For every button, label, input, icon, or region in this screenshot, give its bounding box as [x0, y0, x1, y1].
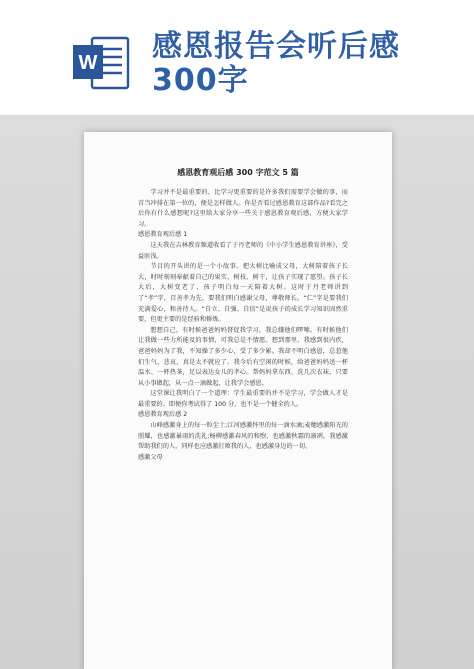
page-title [152, 30, 400, 98]
body-paragraph: 山峰感激身上的每一粒尘土;江河感激怀里的每一滴水滴;麦穗感激阳光的照耀，也感激暴雨的洗礼;杨柳感激春风的和煦，也感激秋霜的凛冽。我感激帮助我们的人，同样也应感激打败我的人，也感激身边的一切。 [138, 422, 348, 451]
section-heading: 感恩教育观后感 1 [138, 231, 188, 239]
body-paragraph: 这天我在吉林教育频道收看了于丹老师的《中小学生感恩教育讲座》，受益匪浅。 [138, 241, 348, 260]
body-paragraph: 想想自己，有时候爸爸妈妈督促我学习，我总嫌他们啰嗦。有时候他们让我做一些力所能及的事情，可我总是不情愿。想到那里，我感到很内疚，爸爸妈妈为了我，不知操了多少心，受了多少累。我却不明白感恩，总惹他们生气、悲哀，真是太不就应了。我今后有空闲的时候，给爸爸妈妈送一杯温水、一杯热茶，足以表达女儿的孝心。帮妈妈拿东西、洗几次衣袜，只要从小事做起，从一点一滴做起，让我学会感恩。 [138, 326, 348, 387]
title-line-2: 300字 [152, 63, 249, 98]
svg-text:W: W [78, 52, 98, 74]
section-heading: 感恩教育观后感 2 [138, 411, 188, 419]
title-line-1: 感恩报告会听后感 [152, 29, 400, 64]
document-body [138, 188, 348, 463]
body-paragraph: 学习并不是最重要的，比学习更重要的是许多我们需要学会做的事，而首当冲排在第一位的，便是怎样做人。你是否看过感恩教育这部作品?看完之后你有什么感想呢?这里给大家分享一些关于感恩教育观后感，方便大家学习。 [138, 189, 348, 228]
document-page [84, 132, 392, 669]
document-title: 感恩教育观后感 300 字范文 5 篇 [177, 168, 299, 177]
header [0, 0, 474, 115]
body-paragraph: 节目的开头讲的是一个小故事。把大树比喻成父母，大树陪着孩子长大，时时刻刻奉献着自己的果实、树枝、树干，让孩子实现了愿望。孩子长大后，大树变老了，孩子明白每一天陪着大树。这时于丹老师讲到了“孝”字，百善孝为先，要我们明白感谢父母，尊敬师长。“仁”字是要我们充满爱心，和善待人。“自立、自强、自信”是说孩子的成长学习知识固然重要，但更主要的是经验和修炼。 [138, 263, 348, 324]
word-document-icon [70, 32, 132, 94]
body-paragraph: 感激父母 [138, 453, 163, 461]
body-paragraph: 这堂课让我明白了一个道理：学生最重要的并不是学习，学会做人才是最重要的。即便你考试得了 100 分，也不是一个健全的人。 [138, 390, 348, 408]
